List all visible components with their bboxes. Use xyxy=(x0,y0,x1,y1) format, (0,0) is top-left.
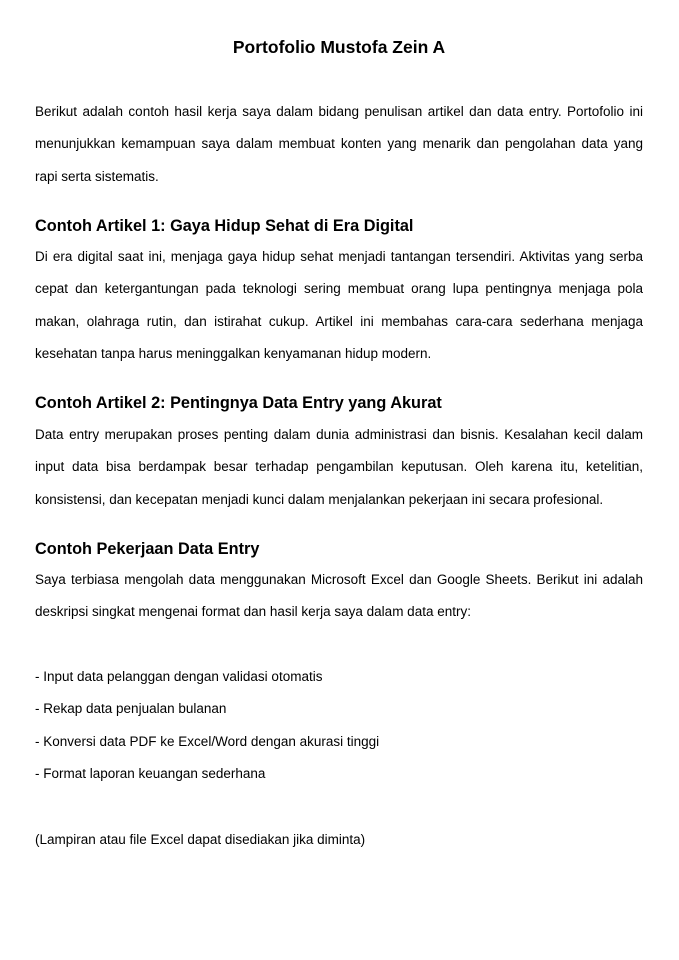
list-item: - Format laporan keuangan sederhana xyxy=(35,765,266,781)
list-item: - Rekap data penjualan bulanan xyxy=(35,701,227,717)
section-heading-article-2: Contoh Artikel 2: Pentingnya Data Entry yang Akurat xyxy=(35,394,442,412)
intro-paragraph: Berikut adalah contoh hasil kerja saya dalam bidang penulisan artikel dan data entry. Portofolio ini menunjukkan kemampuan saya dalam membuat konten yang menarik dan pengolahan data yang rapi serta sistematis. xyxy=(35,104,643,184)
data-entry-list xyxy=(35,661,643,790)
section-body-article-1: Di era digital saat ini, menjaga gaya hidup sehat menjadi tantangan tersendiri. Aktivitas yang serba cepat dan ketergantungan pada teknologi sering membuat orang lupa pentingnya menjaga pola makan, olahraga rutin, dan istirahat cukup. Artikel ini membahas cara-cara sederhana menjaga kesehatan tanpa harus meninggalkan kenyamanan hidup modern. xyxy=(35,249,643,361)
section-heading-article-1: Contoh Artikel 1: Gaya Hidup Sehat di Era Digital xyxy=(35,217,414,235)
attachment-note: (Lampiran atau file Excel dapat disediakan jika diminta) xyxy=(35,832,366,847)
list-item: - Input data pelanggan dengan validasi otomatis xyxy=(35,669,323,684)
section-body-article-2: Data entry merupakan proses penting dalam dunia administrasi dan bisnis. Kesalahan kecil dalam input data bisa berdampak besar terhadap pengambilan keputusan. Oleh karena itu, ketelitian, konsistensi, dan kecepatan menjadi kunci dalam menjalankan pekerjaan ini secara profesional. xyxy=(35,427,643,507)
section-body-data-entry: Saya terbiasa mengolah data menggunakan Microsoft Excel dan Google Sheets. Berikut ini adalah deskripsi singkat mengenai format dan hasil kerja saya dalam data entry: xyxy=(35,572,643,620)
section-heading-data-entry: Contoh Pekerjaan Data Entry xyxy=(35,540,260,558)
document-title: Portofolio Mustofa Zein A xyxy=(232,37,446,57)
list-item: - Konversi data PDF ke Excel/Word dengan akurasi tinggi xyxy=(35,733,380,749)
